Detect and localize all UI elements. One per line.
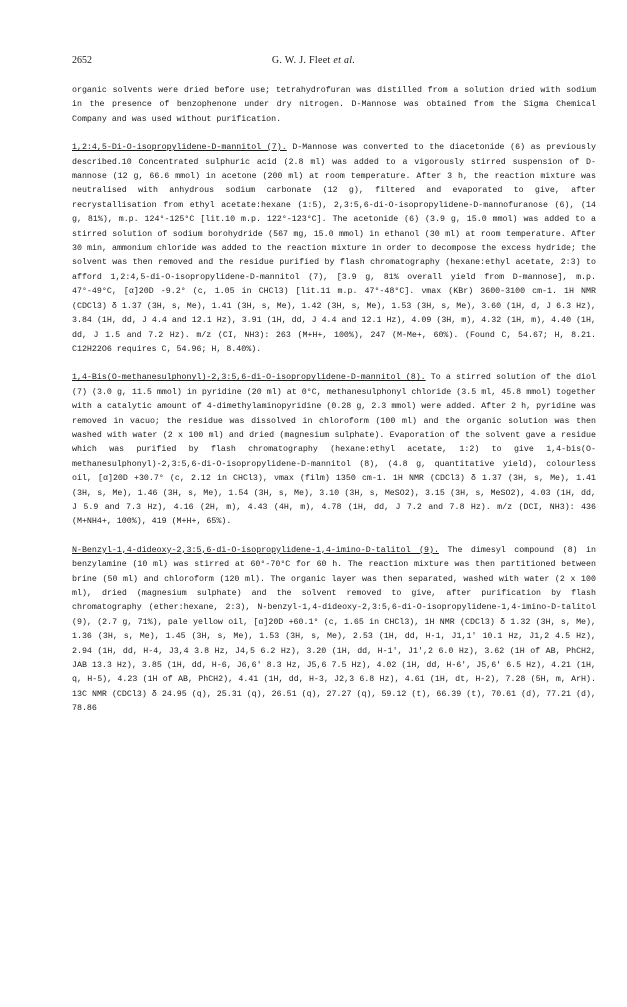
article-body — [72, 84, 596, 731]
compound-heading: 1,2:4,5-Di-O-isopropylidene-D-mannitol (7). — [72, 143, 287, 153]
paragraph-general — [72, 84, 596, 127]
paragraph-text: The dimesyl compound (8) in benzylamine (10 ml) was stirred at 60°-70°C for 60 h. The reaction mixture was then partitioned between brine (50 ml) and chloroform (120 ml). The organic layer was then separated, washed with water (2 x 100 ml), dried (magnesium sulphate) and the solvent removed to give, after purification by flash chromatography (ether:hexane, 2:3), N-benzyl-1,4-dideoxy-2,3:5,6-di-O-isopropylidene-1,4-imino-D-talitol (9), (2.7 g, 71%), pale yellow oil, [α]20D +60.1° (c, 1.65 in CHCl3), 1H NMR (CDCl3) δ 1.32 (3H, s, Me), 1.36 (3H, s, Me), 1.45 (3H, s, Me), 1.53 (3H, s, Me), 2.53 (1H, dd, H-1, J1,1' 10.1 Hz, J1,2 4.5 Hz), 2.94 (1H, dd, H-4, J3,4 3.8 Hz, J4,5 6.2 Hz), 3.20 (1H, dd, H-1', J1',2 6.0 Hz), 3.62 (1H of AB, PhCH2, JAB 13.3 Hz), 3.85 (1H, dd, H-6, J6,6' 8.3 Hz, J5,6 7.5 Hz), 4.02 (1H, dd, H-6', J5,6' 6.5 Hz), 4.21 (1H, q, H-5), 4.23 (1H of AB, PhCH2), 4.41 (1H, dd, H-3, J2,3 6.8 Hz), 4.61 (1H, dt, H-2), 7.28 (5H, m, ArH). 13C NMR (CDCl3) δ 24.95 (q), 25.31 (q), 26.51 (q), 27.27 (q), 59.12 (t), 66.39 (t), 70.61 (d), 77.21 (d), 78.86 — [72, 545, 596, 714]
compound-heading: N-Benzyl-1,4-dideoxy-2,3:5,6-di-O-isopropylidene-1,4-imino-D-talitol (9). — [72, 545, 439, 555]
compound-heading: 1,4-Bis(O-methanesulphonyl)-2,3:5,6-di-O-isopropylidene-D-mannitol (8). — [72, 373, 426, 383]
paragraph-text: organic solvents were dried before use; tetrahydrofuran was distilled from a solution dried with sodium in the presence of benzophenone under dry nitrogen. D-Mannose was obtained from the Sigma Chemical Company and was used without purification. — [72, 86, 596, 124]
paragraph-text: D-Mannose was converted to the diacetonide (6) as previously described.10 Concentrated sulphuric acid (2.8 ml) was added to a vigorously stirred suspension of D-mannose (12 g, 66.6 mmol) in acetone (200 ml) at room temperature. After 3 h, the reaction mixture was neutralised with anhydrous sodium carbonate (12 g), filtered and evaporated to give, after recrystallisation from ethyl acetate:hexane (1:5), 2,3:5,6-di-O-isopropylidene-D-mannofuranose (6), (14 g, 81%), m.p. 124°-125°C [lit.10 m.p. 122°-123°C]. The acetonide (6) (3.9 g, 15.0 mmol) was added to a stirred solution of sodium borohydride (567 mg, 15.0 mmol) in ethanol (30 ml) at room temperature. After 30 min, ammonium chloride was added to the reaction mixture in order to decompose the excess hydride; the solvent was then removed and the residue purified by flash chromatography (hexane:ethyl acetate, 2:3) to afford 1,2:4,5-di-O-isopropylidene-D-mannitol (7), [3.9 g, 81% overall yield from D-mannose], m.p. 47°-49°C, [α]20D -9.2° (c, 1.05 in CHCl3) [lit.11 m.p. 47°-48°C]. νmax (KBr) 3600-3100 cm-1. 1H NMR (CDCl3) δ 1.37 (3H, s, Me), 1.41 (3H, s, Me), 1.42 (3H, s, Me), 1.53 (3H, s, Me), 3.60 (1H, d, J 6.3 Hz), 3.84 (1H, dd, J 4.4 and 12.1 Hz), 3.91 (1H, dd, J 4.4 and 12.1 Hz), 4.09 (3H, m), 4.32 (1H, m), 4.40 (1H, dd, J 1.5 and 7.2 Hz). m/z (CI, NH3): 263 (M+H+, 100%), 247 (M-Me+, 60%). (Found C, 54.67; H, 8.21. C12H22O6 requires C, 54.96; H, 8.40%). — [72, 143, 596, 354]
et-al: et al. — [333, 55, 356, 66]
author-names: G. W. J. Fleet — [271, 55, 331, 66]
paragraph-compound-7 — [72, 141, 596, 357]
paragraph-text: To a stirred solution of the diol (7) (3.0 g, 11.5 mmol) in pyridine (20 ml) at 0°C, methanesulphonyl chloride (3.5 ml, 45.8 mmol) together with a catalytic amount of 4-dimethylaminopyridine (0.28 g, 2.3 mmol) were added. After 2 h, pyridine was removed in vacuo; the residue was dissolved in chloroform (100 ml) and the organic solution was then washed with water (2 x 100 ml) and dried (magnesium sulphate). Evaporation of the solvent gave a residue which was purified by flash chromatography (hexane:ethyl acetate, 1:2) to give 1,4-bis(O-methanesulphonyl)-2,3:5,6-di-O-isopropylidene-D-mannitol (8), (4.8 g, quantitative yield), colourless oil, [α]20D +30.7° (c, 2.12 in CHCl3), νmax (film) 1350 cm-1. 1H NMR (CDCl3) δ 1.37 (3H, s, Me), 1.41 (3H, s, Me), 1.46 (3H, s, Me), 1.54 (3H, s, Me), 3.10 (3H, s, MeSO2), 3.15 (3H, s, MeSO2), 4.03 (1H, dd, J 5.9 and 7.3 Hz), 4.16 (2H, m), 4.43 (4H, m), 4.78 (1H, dd, J 7.2 and 7.8 Hz). m/z (DCI, NH3): 436 (M+NH4+, 100%), 419 (M+H+, 65%). — [72, 373, 596, 527]
paragraph-compound-8 — [72, 371, 596, 529]
author-running-head — [0, 55, 627, 66]
paragraph-compound-9 — [72, 544, 596, 717]
page-number: 2652 — [72, 55, 92, 66]
running-head — [0, 55, 627, 69]
